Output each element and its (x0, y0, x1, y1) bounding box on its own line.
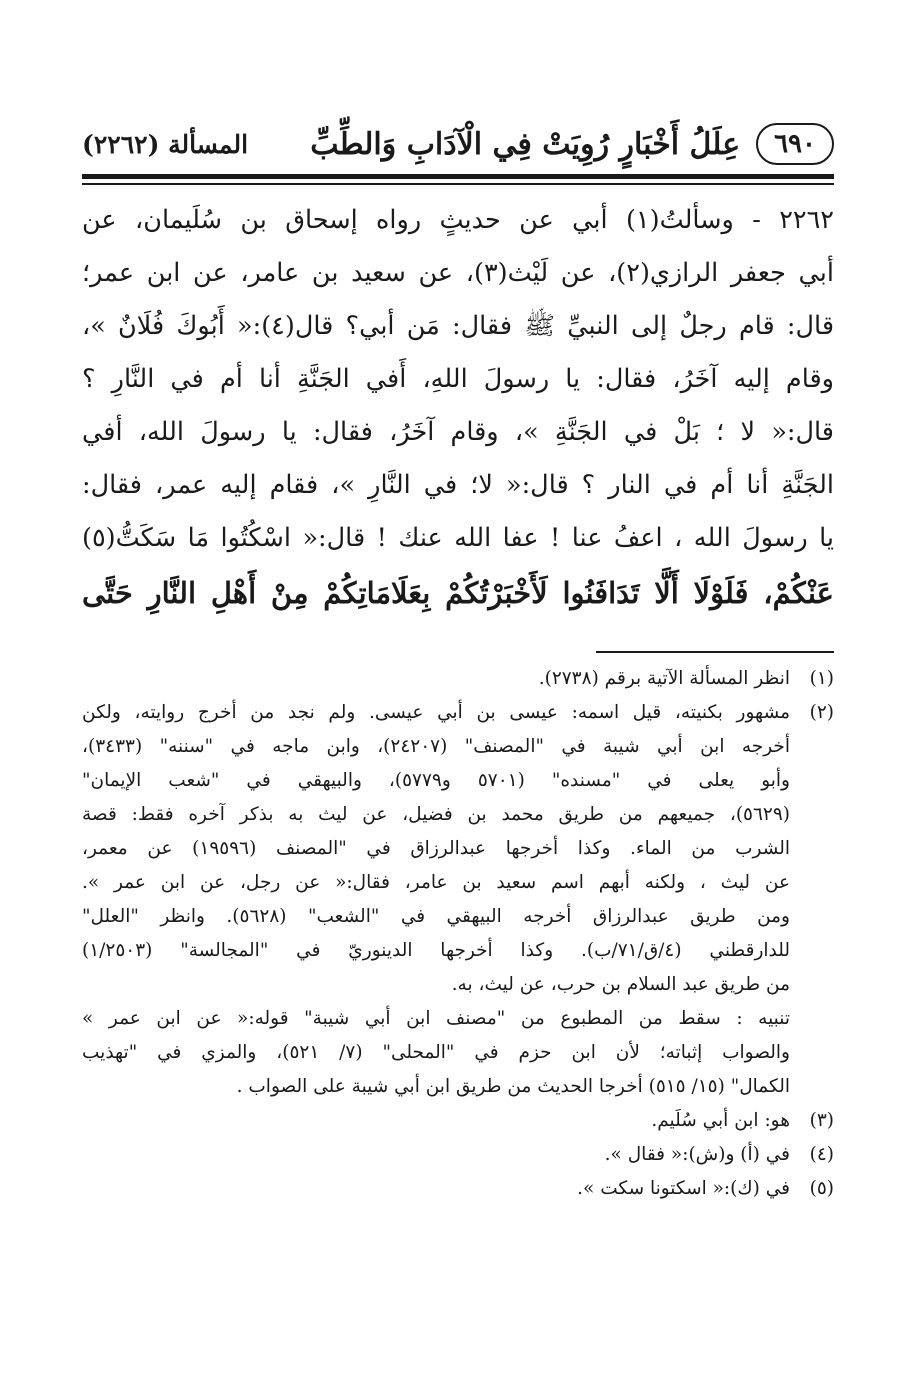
footnote-number: (٣) (809, 1110, 834, 1131)
footnotes (82, 662, 834, 1206)
text-line: وقام إليه آخَرُ، فقال: يا رسولَ اللهِ، أَفي الجَنَّةِ أنا أم في النَّارِ ؟ (82, 364, 834, 394)
main-text (82, 194, 834, 623)
footnote-line: والصواب إثباته؛ لأن ابن حزم في "المحلى" (٧/ ٥٢١)، والمزي في "تهذيب (82, 1042, 790, 1063)
page-header (82, 120, 834, 168)
footnote-line: انظر المسألة الآتية برقم (٢٧٣٨). (538, 668, 790, 689)
text-line-large: عَنْكُمْ، فَلَوْلَا أَلَّا تَدَافَنُوا لَأَخْبَرْتُكُمْ بِعَلَامَاتِكُمْ مِنْ أَهْلِ النَّارِ حَتَّى (82, 576, 834, 610)
issue-label: المسألة (٢٢٦٢) (82, 129, 249, 159)
footnote-separator (596, 651, 834, 653)
footnote (82, 662, 834, 696)
footnote-number: (٥) (809, 1178, 834, 1199)
footnote-line: أخرجه ابن أبي شيبة في "المصنف" (٢٤٢٠٧)، وابن ماجه في "سننه" (٣٤٣٣)، (82, 736, 790, 757)
footnote-line: من طريق عبد السلام بن حرب، عن ليث، به. (451, 974, 790, 995)
header-rule-thin (82, 183, 834, 185)
footnote-line: عن ليث ، ولكنه أبهم اسم سعيد بن عامر، فقال:« عن رجل، عن ابن عمر ». (82, 872, 790, 893)
footnote-line: الشرب من الماء. وكذا أخرجها عبدالرزاق في "المصنف (١٩٥٩٦) عن معمر، (82, 838, 790, 859)
footnote (82, 696, 834, 1104)
footnote-number: (٢) (809, 702, 834, 723)
footnote-line: تنبيه : سقط من المطبوع من "مصنف ابن أبي شيبة" قوله:« عن ابن عمر » (82, 1008, 790, 1029)
footnote (82, 1138, 834, 1172)
footnote-number: (٤) (809, 1144, 834, 1165)
footnote-line: هو: ابن أبي سُلَيم. (651, 1110, 790, 1131)
footnote-line: وأبو يعلى في "مسنده" (٥٧٠١ و٥٧٧٩)، والبيهقي في "شعب الإيمان" (82, 770, 790, 791)
footnote-line: في (أ) و(ش):« فقال ». (604, 1144, 790, 1165)
footnote-line: مشهور بكنيته، قيل اسمه: عيسى بن أبي عيسى. ولم نجد من أخرج روايته، ولكن (82, 702, 790, 723)
text-line: الجَنَّةِ أنا أم في النار ؟ قال:« لا؛ في النَّارِ »، فقام إليه عمر، فقال: (82, 470, 834, 500)
text-line: قال: قام رجلٌ إلى النبيِّ ﷺ فقال: مَن أبي؟ قال(٤):« أَبُوكَ فُلَانٌ »، (82, 311, 835, 341)
text-line: يا رسولَ الله ، اعفُ عنا ! عفا الله عنك ! قال:« اسْكُتُوا مَا سَكَتُّ(٥) (82, 523, 834, 553)
header-rule-thick (82, 174, 834, 179)
footnote-line: (٥٦٢٩)، جميعهم من طريق محمد بن فضيل، عن ليث به بذكر آخره فقط: قصة (82, 804, 790, 825)
text-line: أبي جعفر الرازي(٢)، عن لَيْث(٣)، عن سعيد بن عامر، عن ابن عمر؛ (82, 258, 834, 288)
book-title: عِلَلُ أَخْبَارٍ رُوِيَتْ فِي الْآدَابِ وَالطِّبِّ (310, 126, 741, 162)
footnote (82, 1104, 834, 1138)
text-line: قال:« لا ؛ بَلْ في الجَنَّةِ »، وقام آخَرُ، فقال: يا رسولَ الله، أفي (82, 417, 834, 447)
page-number: ٦٩٠ (756, 123, 834, 165)
footnote-number: (١) (809, 668, 834, 689)
footnote-line: للدارقطني (٤/ق/٧١/ب). وكذا أخرجها الدينوريّ في "المجالسة" (١/٢٥٠٣) (82, 940, 790, 961)
footnote (82, 1172, 834, 1206)
footnote-line: في (ك):« اسكتونا سكت ». (577, 1178, 790, 1199)
text-line: ٢٢٦٢ - وسألتُ(١) أبي عن حديثٍ رواه إسحاق بن سُلَيمان، عن (82, 205, 834, 235)
footnote-line: الكمال" (١٥/ ٥١٥) أخرجا الحديث من طريق ابن أبي شيبة على الصواب . (236, 1076, 790, 1097)
footnote-line: ومن طريق عبدالرزاق أخرجه البيهقي في "الشعب" (٥٦٢٨). وانظر "العلل" (82, 906, 790, 927)
